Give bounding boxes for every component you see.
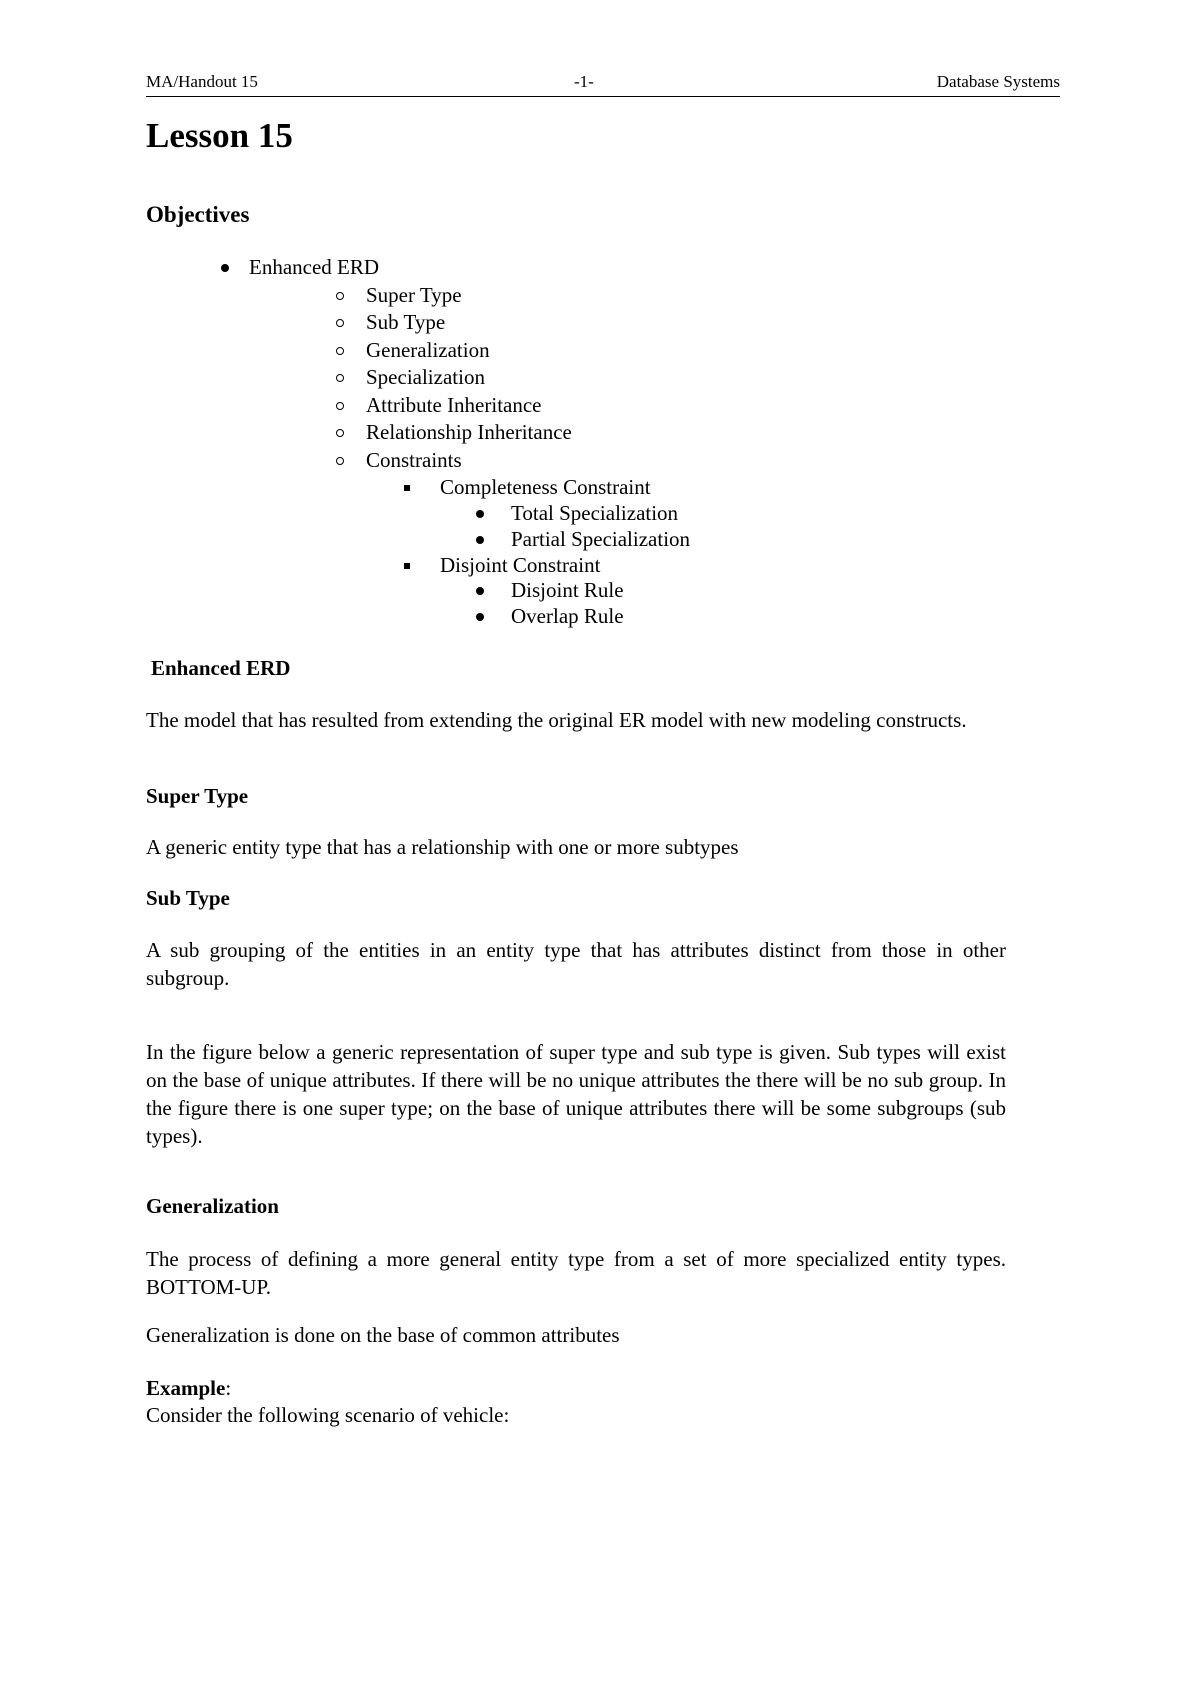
lesson-title: Lesson 15 xyxy=(146,116,293,155)
example-colon: : xyxy=(225,1376,232,1400)
bullet-circle-icon xyxy=(336,429,344,437)
bullet-dot-icon xyxy=(221,264,229,272)
bullet-circle-icon xyxy=(336,402,344,410)
section-heading-sub-type: Sub Type xyxy=(146,886,230,910)
bullet-square-icon xyxy=(404,485,410,491)
section-text-generalization: The process of defining a more general entity type from a set of more specialized entity types. BOTTOM-UP. xyxy=(146,1247,1006,1299)
section-heading-generalization: Generalization xyxy=(146,1194,279,1218)
bullet-circle-icon xyxy=(336,347,344,355)
example-text: Consider the following scenario of vehicle: xyxy=(146,1403,510,1427)
section-heading-enhanced-erd: Enhanced ERD xyxy=(151,656,291,680)
section-text-enhanced-erd: The model that has resulted from extending the original ER model with new modeling constructs. xyxy=(146,708,967,732)
objectives-heading: Objectives xyxy=(146,202,250,227)
example-label xyxy=(146,1375,231,1402)
header-course: MA/Handout 15 xyxy=(146,72,258,91)
section-heading-super-type: Super Type xyxy=(146,784,249,808)
section-text-generalization-2: Generalization is done on the base of common attributes xyxy=(146,1323,620,1347)
page-header xyxy=(146,70,1060,97)
header-page-number: -1- xyxy=(574,72,594,91)
header-subject: Database Systems xyxy=(936,72,1060,91)
example-label-bold: Example xyxy=(146,1376,226,1400)
bullet-circle-icon xyxy=(336,292,344,300)
bullet-dot-icon xyxy=(476,536,484,544)
bullet-circle-icon xyxy=(336,319,344,327)
bullet-circle-icon xyxy=(336,457,344,465)
bullet-square-icon xyxy=(404,563,410,569)
bullet-dot-icon xyxy=(476,510,484,518)
bullet-dot-icon xyxy=(476,613,484,621)
bullet-dot-icon xyxy=(476,587,484,595)
section-text-super-type: A generic entity type that has a relationship with one or more subtypes xyxy=(146,835,739,859)
bullet-circle-icon xyxy=(336,374,344,382)
paragraph-figure-note: In the figure below a generic representation of super type and sub type is given. Sub types will exist on the base of unique attributes. If there will be no unique attributes the there will be no sub group. In the figure there is one super type; on the base of unique attributes there will be some subgroups (sub types). xyxy=(146,1040,1006,1148)
section-text-sub-type: A sub grouping of the entities in an entity type that has attributes distinct from those in other subgroup. xyxy=(146,938,1006,990)
document-page: MA/Handout 15 -1- Database Systems Lesson 15 Objectives Enhanced ERD Super Type Sub Type Generalization Specialization Attribute Inheritance Relationship Inheritance Constraints Completeness Constraint Total Specialization Partial Specialization Disjoint Constraint Disjoint Rule Overlap Rule Enhanced ERD The model that has resulted from extending the original ER model with new modeling constructs. Super Type A generic entity type that has a relationship with one or more subtypes Sub Type A sub grouping of the entities in an entity type that has attributes distinct from those in other subgroup. In the figure below a generic representation of super type and sub type is given. Sub types will exist on the base of unique attributes. If there will be no unique attributes the there will be no sub group. In the figure there is one super type; on the base of unique attributes there will be some subgroups (sub types). Generalization The process of defining a more general entity type from a set of more specialized entity types. BOTTOM-UP. Generalization is done on the base of common attributes Example: Consider the following scenario of vehicle: xyxy=(146,72,1060,1427)
